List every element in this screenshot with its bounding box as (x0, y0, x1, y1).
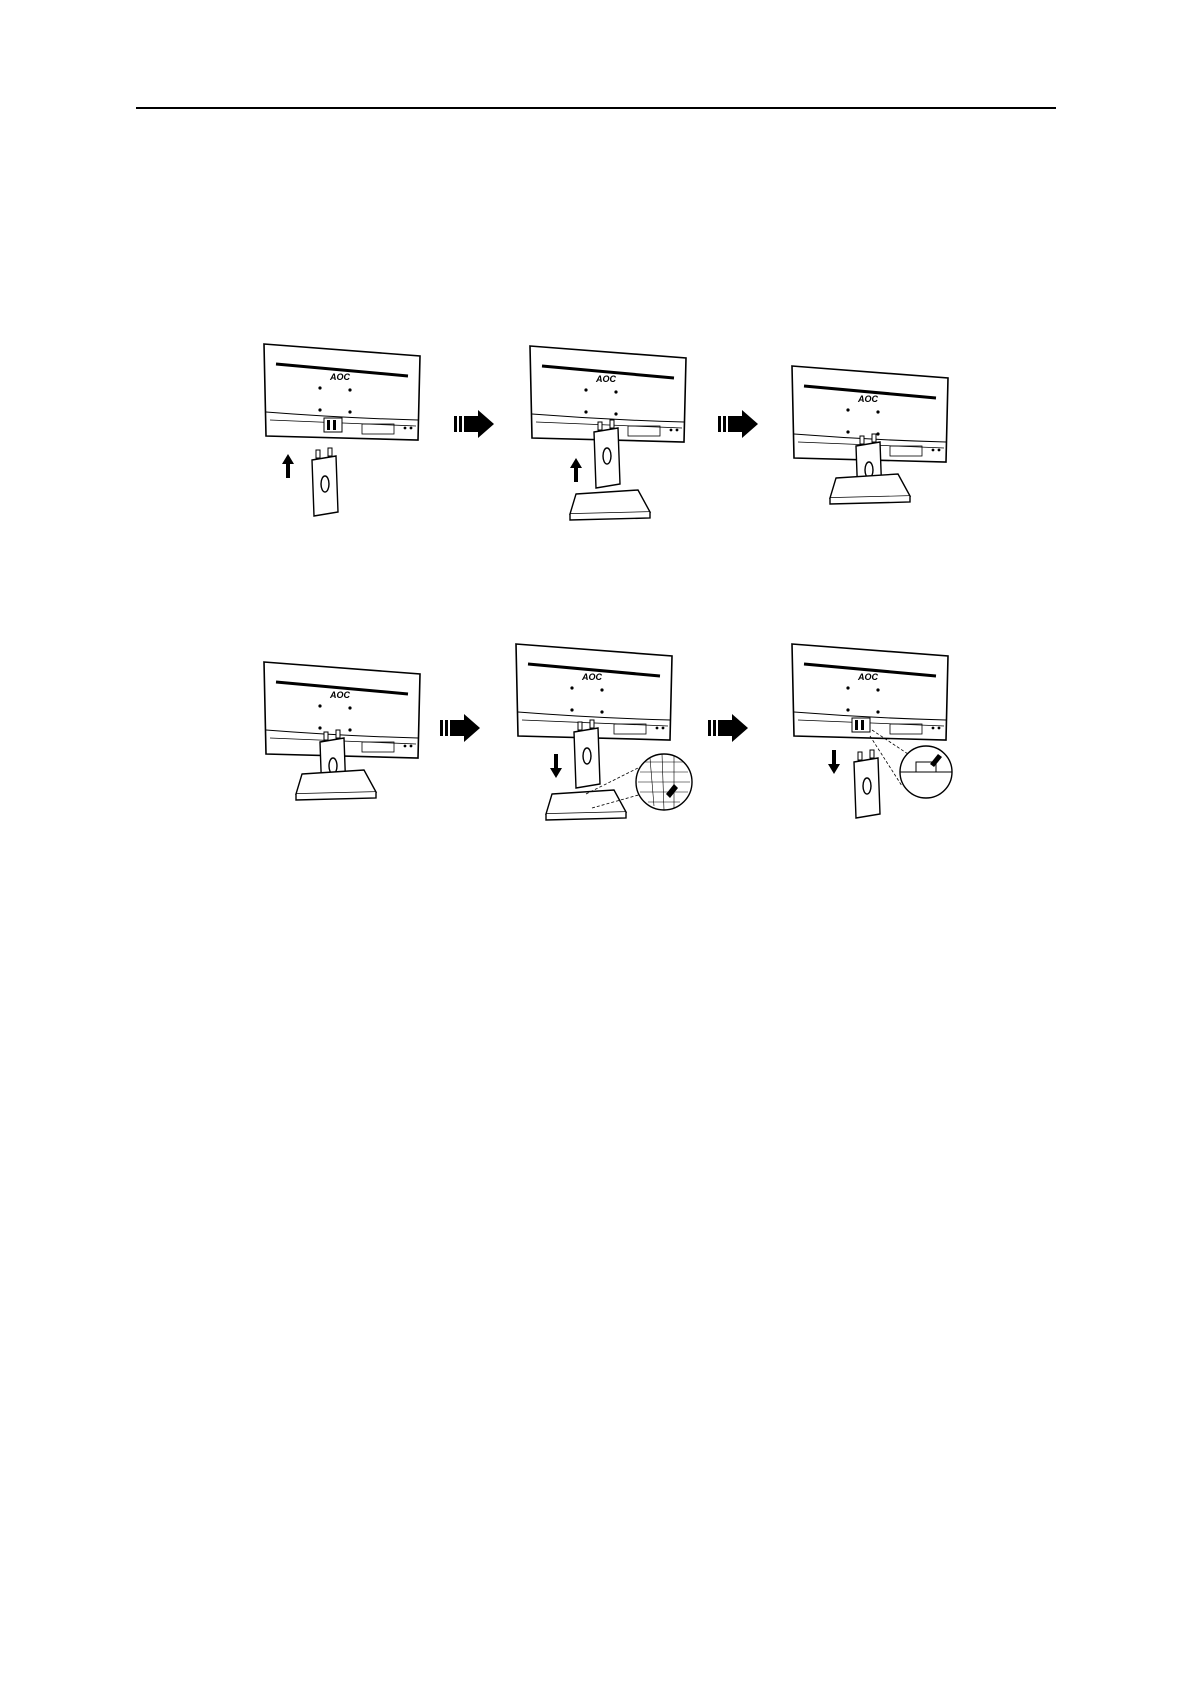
right-arrow-icon (718, 410, 760, 440)
header-rule (136, 107, 1056, 109)
logo-text: AOC (330, 690, 350, 700)
logo-text: AOC (858, 672, 878, 682)
install-step-2-illustration (528, 346, 698, 526)
logo-text: AOC (858, 394, 878, 404)
right-arrow-icon (708, 714, 750, 744)
install-step-3-illustration (790, 366, 960, 526)
zoom-detail-icon (900, 746, 952, 798)
remove-step-3-illustration (790, 644, 960, 814)
remove-step-2-illustration (514, 644, 694, 834)
right-arrow-icon (440, 714, 482, 744)
remove-step-1-illustration (262, 662, 432, 822)
monitor-assembled-icon (262, 662, 432, 822)
install-step-1-illustration (262, 344, 432, 524)
monitor-base-remove-icon (514, 644, 694, 834)
logo-text: AOC (330, 372, 350, 382)
logo-text: AOC (582, 672, 602, 682)
monitor-assembled-icon (790, 366, 960, 526)
logo-text: AOC (596, 374, 616, 384)
zoom-detail-icon (636, 754, 692, 810)
monitor-base-insert-icon (528, 346, 698, 526)
right-arrow-icon (454, 410, 496, 440)
monitor-neck-remove-icon (790, 644, 960, 814)
monitor-neck-insert-icon (262, 344, 432, 524)
